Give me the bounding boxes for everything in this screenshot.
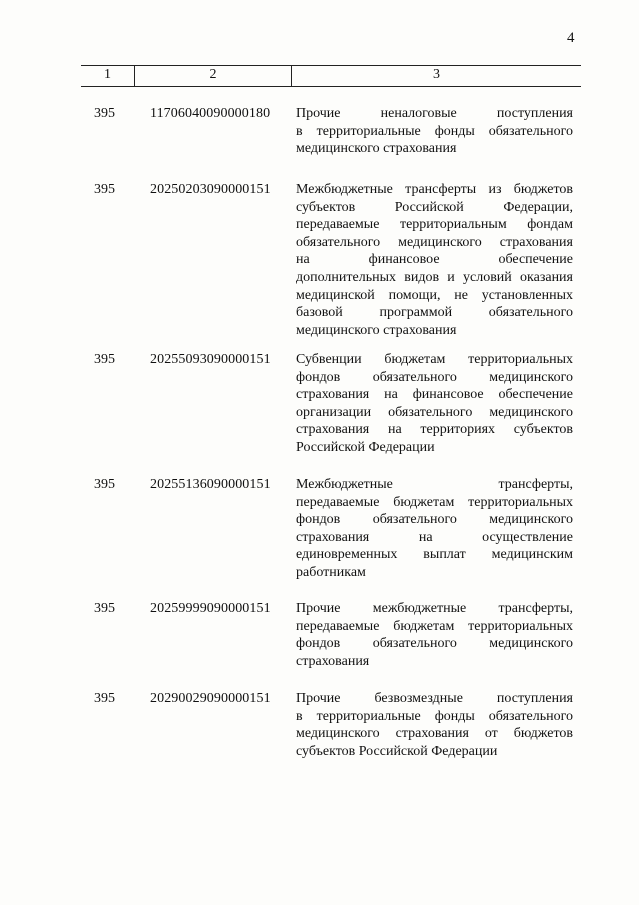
- page-number: 4: [567, 30, 575, 46]
- budget-classification-code: 20259999090000151: [150, 601, 271, 616]
- income-description: [296, 181, 573, 339]
- income-description: [296, 105, 573, 158]
- description-line: медицинского страхования от бюджетов: [296, 726, 573, 742]
- description-line: страхования: [296, 653, 370, 669]
- budget-classification-code: 20255136090000151: [150, 477, 271, 492]
- description-line: работникам: [296, 564, 366, 580]
- description-line: организации обязательного медицинского: [296, 404, 573, 420]
- description-line: Прочие неналоговые поступления: [296, 106, 573, 121]
- description-line: фондов обязательного медицинского: [296, 512, 573, 528]
- description-line: обязательного медицинского страхования: [296, 234, 573, 250]
- description-line: Прочие безвозмездные поступления: [296, 691, 573, 706]
- header-col-3: 3: [433, 67, 440, 82]
- description-line: Межбюджетные трансферты,: [296, 477, 573, 492]
- admin-code: 395: [94, 352, 115, 367]
- description-line: единовременных выплат медицинским: [296, 547, 573, 563]
- budget-classification-code: 20290029090000151: [150, 691, 271, 706]
- description-line: дополнительных видов и условий оказания: [296, 269, 573, 285]
- header-col-2: 2: [209, 67, 217, 82]
- description-line: передаваемые территориальным фондам: [296, 217, 573, 233]
- admin-code: 395: [94, 182, 115, 197]
- income-description: [296, 476, 573, 582]
- description-line: в территориальные фонды обязательного: [296, 708, 573, 724]
- description-line: субъектов Российской Федерации,: [296, 199, 573, 215]
- admin-code: 395: [94, 106, 115, 121]
- admin-code: 395: [94, 601, 115, 616]
- description-line: передаваемые бюджетам территориальных: [296, 618, 573, 634]
- description-line: Российской Федерации: [296, 439, 435, 455]
- income-description: [296, 351, 573, 457]
- budget-classification-code: 11706040090000180: [150, 106, 271, 121]
- description-line: базовой программой обязательного: [296, 305, 573, 321]
- income-description: [296, 690, 573, 760]
- admin-code: 395: [94, 691, 115, 706]
- description-line: медицинской помощи, не установленных: [296, 287, 573, 303]
- budget-classification-code: 20255093090000151: [150, 352, 271, 367]
- income-description: [296, 600, 573, 670]
- description-line: Прочие межбюджетные трансферты,: [296, 601, 573, 616]
- description-line: Межбюджетные трансферты из бюджетов: [296, 182, 573, 197]
- description-line: передаваемые бюджетам территориальных: [296, 494, 573, 510]
- budget-classification-code: 20250203090000151: [150, 182, 271, 197]
- description-line: в территориальные фонды обязательного: [296, 123, 573, 139]
- description-line: фондов обязательного медицинского: [296, 369, 573, 385]
- description-line: субъектов Российской Федерации: [296, 743, 498, 759]
- description-line: на финансовое обеспечение: [296, 252, 573, 268]
- description-line: страхования на финансовое обеспечение: [296, 387, 573, 403]
- description-line: страхования на территориях субъектов: [296, 422, 573, 438]
- description-line: медицинского страхования: [296, 141, 457, 157]
- description-line: медицинского страхования: [296, 322, 457, 338]
- table-header: [81, 65, 581, 87]
- admin-code: 395: [94, 477, 115, 492]
- description-line: страхования на осуществление: [296, 529, 573, 545]
- description-line: Субвенции бюджетам территориальных: [296, 352, 573, 367]
- description-line: фондов обязательного медицинского: [296, 636, 573, 652]
- header-col-1: 1: [104, 67, 111, 82]
